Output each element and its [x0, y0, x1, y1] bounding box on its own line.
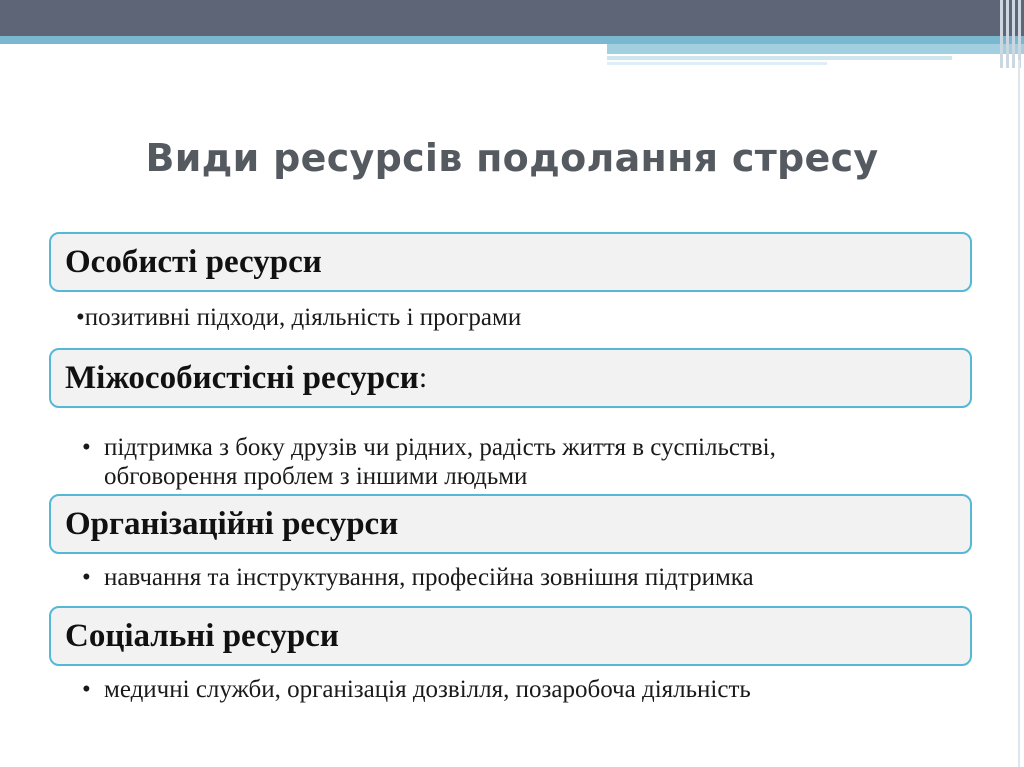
- bullet-text: навчання та інструктування, професійна зовнішня підтримка: [104, 564, 754, 591]
- section-box-personal: [49, 232, 972, 292]
- header-band: [0, 0, 1024, 36]
- section-heading: Особисті ресурси: [65, 243, 322, 280]
- bullet-text-line2: обговорення проблем з іншими людьми: [104, 463, 528, 490]
- section-box-social: [49, 606, 972, 666]
- section-heading-suffix: :: [418, 361, 428, 394]
- section-box-organizational: [49, 494, 972, 554]
- slide-title: Види ресурсів подолання стресу: [145, 136, 879, 180]
- corner-decoration: [998, 0, 1024, 68]
- header-accent-stripe-3: [607, 56, 952, 60]
- section-bullet: •позитивні підходи, діяльність і програми: [76, 304, 522, 331]
- bullet-text-line1: підтримка з боку друзів чи рідних, радість життя в суспільстві,: [104, 434, 776, 461]
- bullet-marker: •: [82, 434, 91, 461]
- section-box-interpersonal: [49, 348, 972, 408]
- section-bullet: [82, 563, 984, 592]
- section-bullet: [82, 433, 984, 491]
- header-accent-stripe-4: [607, 62, 827, 65]
- section-heading: Організаційні ресурси: [65, 505, 399, 542]
- section-bullet: [82, 675, 984, 704]
- section-heading: Соціальні ресурси: [65, 617, 339, 654]
- section-heading: Міжособистісні ресурси: [65, 359, 419, 396]
- bullet-marker: •: [82, 564, 91, 591]
- bullet-text: медичні служби, організація дозвілля, позаробоча діяльність: [104, 676, 751, 703]
- bullet-marker: •: [82, 676, 91, 703]
- header-accent-stripe: [0, 36, 1024, 44]
- header-accent-stripe-2: [607, 44, 1024, 54]
